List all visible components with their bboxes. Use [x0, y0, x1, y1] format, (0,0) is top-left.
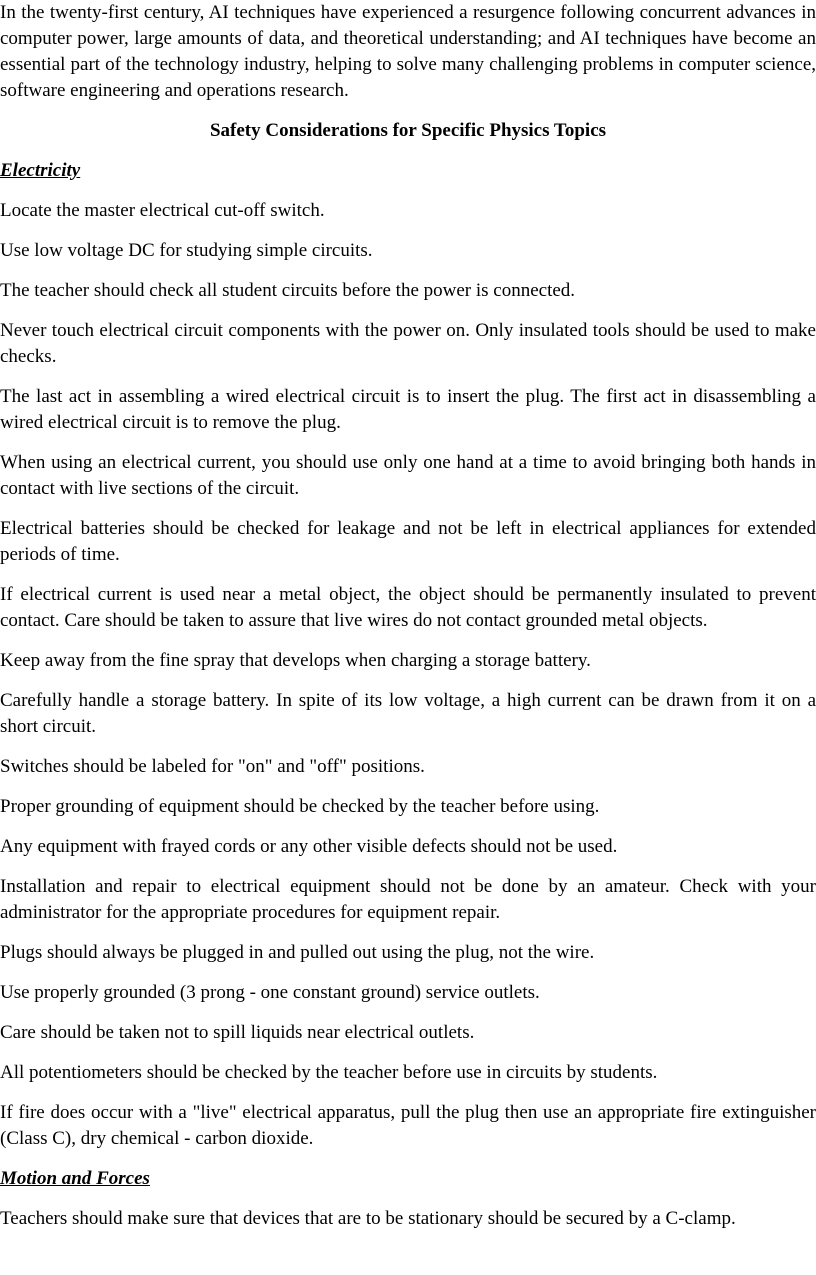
paragraph: Plugs should always be plugged in and pulled out using the plug, not the wire.: [0, 942, 595, 963]
paragraph: When using an electrical current, you should use only one hand at a time to avoid bringing both hands in contact with live sections of the circuit.: [0, 452, 816, 499]
paragraph: Never touch electrical circuit components with the power on. Only insulated tools should be used to make checks.: [0, 320, 816, 367]
paragraph: Use properly grounded (3 prong - one constant ground) service outlets.: [0, 982, 540, 1003]
paragraph: Keep away from the fine spray that develops when charging a storage battery.: [0, 650, 591, 671]
paragraph: Teachers should make sure that devices that are to be stationary should be secured by a C-clamp.: [0, 1208, 736, 1229]
paragraph: The teacher should check all student circuits before the power is connected.: [0, 280, 576, 301]
section-electricity: [0, 158, 816, 1152]
paragraph: Installation and repair to electrical equipment should not be done by an amateur. Check with your administrator for the appropriate procedures for equipment repair.: [0, 876, 816, 923]
paragraph: All potentiometers should be checked by the teacher before use in circuits by students.: [0, 1062, 658, 1083]
paragraph: Switches should be labeled for "on" and "off" positions.: [0, 756, 425, 777]
paragraph: Electrical batteries should be checked for leakage and not be left in electrical appliances for extended periods of time.: [0, 518, 816, 565]
paragraph: If fire does occur with a "live" electrical apparatus, pull the plug then use an appropriate fire extinguisher (Class C), dry chemical - carbon dioxide.: [0, 1102, 816, 1149]
paragraph: Carefully handle a storage battery. In spite of its low voltage, a high current can be drawn from it on a short circuit.: [0, 690, 816, 737]
paragraph: The last act in assembling a wired electrical circuit is to insert the plug. The first act in disassembling a wired electrical circuit is to remove the plug.: [0, 386, 816, 433]
section-heading-electricity: Electricity: [0, 160, 81, 181]
section-motion-and-forces: [0, 1166, 816, 1232]
paragraph: If electrical current is used near a metal object, the object should be permanently insulated to prevent contact. Care should be taken to assure that live wires do not contact grounded metal objects.: [0, 584, 816, 631]
section-heading-motion-and-forces: Motion and Forces: [0, 1168, 150, 1189]
paragraph: Locate the master electrical cut-off switch.: [0, 200, 325, 221]
paragraph: Proper grounding of equipment should be checked by the teacher before using.: [0, 796, 600, 817]
paragraph: Care should be taken not to spill liquids near electrical outlets.: [0, 1022, 475, 1043]
paragraph: Use low voltage DC for studying simple circuits.: [0, 240, 373, 261]
intro-paragraph: In the twenty-first century, AI techniques have experienced a resurgence following concurrent advances in computer power, large amounts of data, and theoretical understanding; and AI techniques have become an essential part of the technology industry, helping to solve many challenging problems in computer science, software engineering and operations research.: [0, 2, 816, 101]
paragraph: Any equipment with frayed cords or any other visible defects should not be used.: [0, 836, 618, 857]
document-title: Safety Considerations for Specific Physics Topics: [209, 120, 607, 141]
